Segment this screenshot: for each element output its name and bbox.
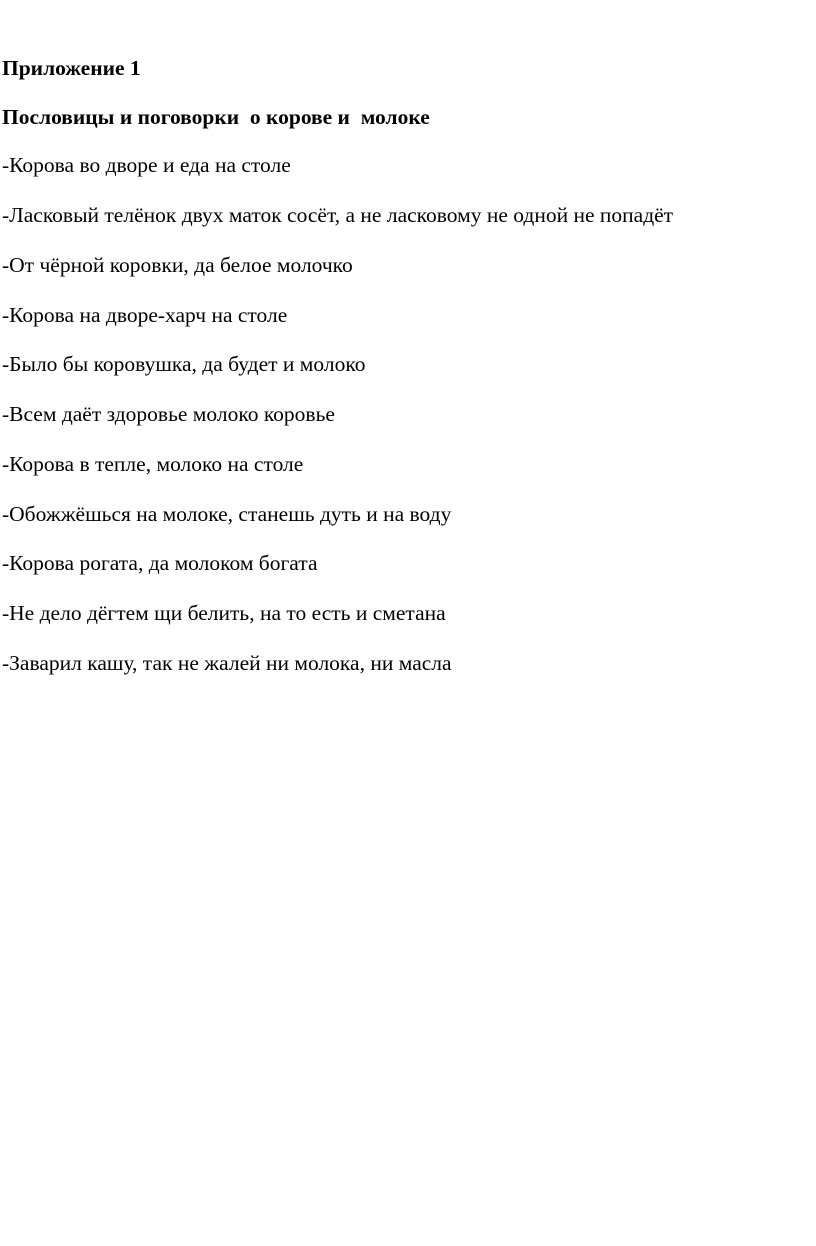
- proverb-line: -Ласковый телёнок двух маток сосёт, а не ласковому не одной не попадёт: [2, 203, 674, 227]
- proverb-line: -Корова во дворе и еда на столе: [2, 153, 291, 177]
- appendix-label: Приложение 1: [2, 56, 141, 80]
- proverb-line: -Обожжёшься на молоке, станешь дуть и на воду: [2, 502, 452, 526]
- proverb-line: -Было бы коровушка, да будет и молоко: [2, 352, 366, 376]
- document-title: Пословицы и поговорки о корове и молоке: [2, 105, 430, 129]
- proverb-line: -Корова на дворе-харч на столе: [2, 303, 288, 327]
- proverb-line: -Заварил кашу, так не жалей ни молока, ни масла: [2, 651, 452, 675]
- proverb-line: -Корова в тепле, молоко на столе: [2, 452, 304, 476]
- proverb-line: -От чёрной коровки, да белое молочко: [2, 253, 353, 277]
- proverb-line: -Не дело дёгтем щи белить, на то есть и сметана: [2, 601, 446, 625]
- proverb-line: -Корова рогата, да молоком богата: [2, 551, 318, 575]
- proverb-line: -Всем даёт здоровье молоко коровье: [2, 402, 335, 426]
